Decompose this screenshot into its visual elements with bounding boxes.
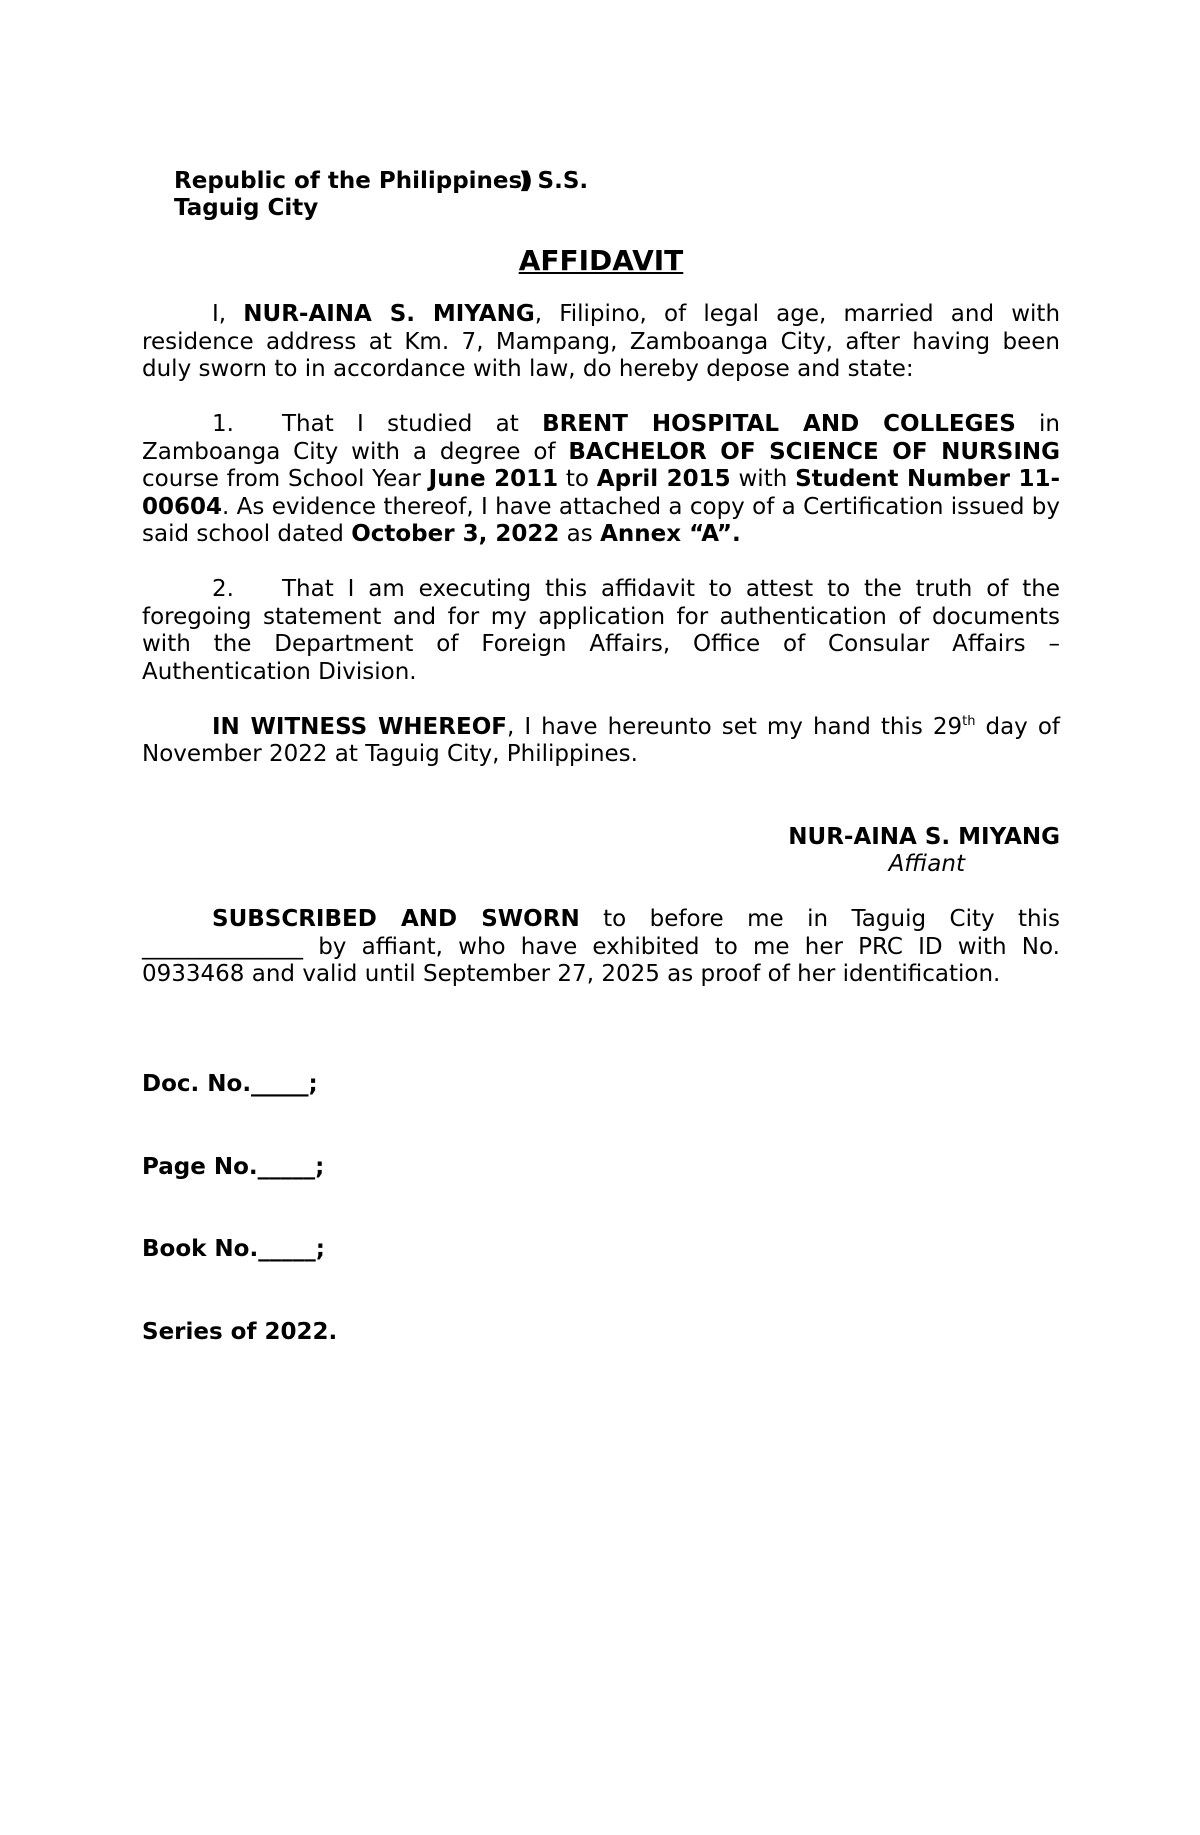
- signatory-role: Affiant: [888, 851, 965, 877]
- paragraph-2: [142, 576, 1060, 686]
- intro-paragraph: [142, 301, 1060, 384]
- signatory-name: NUR-AINA S. MIYANG: [788, 823, 1060, 850]
- certification-date: October 3, 2022: [351, 521, 560, 547]
- jurat-lead: SUBSCRIBED AND SWORN: [212, 906, 580, 932]
- signature-block: [142, 824, 1060, 879]
- venue-country-text: Republic of the Philippines): [174, 167, 533, 194]
- book-number: Book No._____;: [142, 1236, 325, 1262]
- witness-paragraph: [142, 714, 1060, 769]
- p1-text-1: That I studied at: [282, 411, 543, 437]
- paragraph-2-text: That I am executing this affidavit to attest to the truth of the foregoing statement and for my application for authentication of documents with the Department of Foreign Affairs, Office of Consular Affairs – Authentication Division.: [142, 576, 1060, 685]
- page-number: Page No._____;: [142, 1153, 325, 1180]
- p1-text-2: in Zamboanga City with a degree of: [142, 411, 1061, 465]
- witness-text-2: day of November 2022 at Taguig City, Philippines.: [142, 713, 1060, 767]
- p1-text-6: . As evidence thereof, I have attached a copy of a Certification issued by said school dated: [142, 493, 1060, 547]
- jurat-text-1: to before me in Taguig City this: [579, 906, 1060, 932]
- intro-text-2: , Filipino, of legal age, married and with residence address at Km. 7, Mampang, Zamboanga City, after having been duly sworn to in accordance with law, do hereby depose and state:: [142, 301, 1061, 382]
- student-number: Student Number 11-00604: [142, 466, 1060, 520]
- school-name: BRENT HOSPITAL AND COLLEGES: [542, 411, 1016, 437]
- series-year: Series of 2022.: [142, 1318, 338, 1345]
- jurat-date-blank: ______________: [142, 933, 303, 960]
- intro-text-1: I,: [212, 301, 244, 327]
- witness-day-suffix: th: [962, 713, 976, 729]
- paragraph-1: [142, 411, 1060, 549]
- affiant-name: NUR-AINA S. MIYANG: [243, 301, 535, 327]
- witness-lead: IN WITNESS WHEREOF: [212, 713, 507, 740]
- document-title: AFFIDAVIT: [518, 244, 684, 277]
- jurat-paragraph: [142, 906, 1060, 989]
- witness-text-1: , I have hereunto set my hand this 29: [506, 713, 963, 740]
- p1-text-4: to: [558, 466, 597, 492]
- paragraph-1-number: 1.: [212, 411, 234, 437]
- venue-city: [142, 167, 1060, 221]
- doc-number: Doc. No._____;: [142, 1071, 318, 1097]
- school-year-start: June 2011: [428, 466, 559, 492]
- p1-text-3: course from School Year: [142, 466, 429, 492]
- paragraph-2-number: 2.: [212, 576, 234, 602]
- degree-name: BACHELOR OF SCIENCE OF NURSING: [568, 438, 1061, 465]
- affidavit-document: [142, 140, 1060, 1401]
- venue-ss: ) S.S.: [519, 167, 589, 194]
- p1-text-7: as: [559, 521, 601, 547]
- notarial-register: [142, 1016, 1060, 1401]
- venue-city-text: Taguig City: [174, 195, 319, 221]
- school-year-end: April 2015: [596, 466, 731, 492]
- annex-label: Annex “A”.: [600, 521, 741, 547]
- p1-text-5: with: [730, 466, 796, 492]
- jurat-text-2: by affiant, who have exhibited to me her PRC ID with No. 0933468 and valid until September 27, 2025 as proof of her identification.: [142, 933, 1060, 987]
